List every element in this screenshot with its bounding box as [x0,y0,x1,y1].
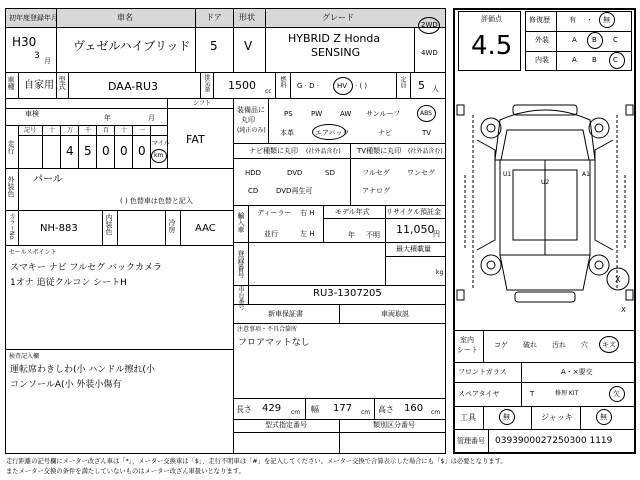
equip-label-3: (純正のみ) [237,127,266,134]
length-label: 長さ [236,405,252,414]
exterior-color-label: 外装色 [7,176,15,197]
colorno-label: カラーNo. [8,213,15,241]
spare-tire-t: T [530,390,535,398]
mileage-digit-1: 4 [66,144,74,158]
capacity-value: 5 [418,79,425,92]
navi-sd: SD [325,169,335,177]
import-dealer: ディーラー [257,209,292,217]
recycle-value: 11,050 [396,223,435,236]
equip-leather: 本革 [280,129,294,137]
footer-note-line2: またメーター交換の条件を満たしていないものはメーター改ざん車扱いとなります。 [6,468,245,475]
navi-cd: CD [248,187,259,195]
sales-points-label: セールスポイント [9,249,57,256]
height-value: 160 [404,403,424,414]
reg-year: H30 [12,35,37,49]
grade-line1: HYBRID Z Honda [288,32,381,45]
type-designation-label: 型式指定番号 [265,421,307,429]
fuel-label: 燃料 [279,76,286,88]
model-year-unit: 年 [348,231,355,239]
width-unit: cm [361,409,371,416]
interior-color-label: 内装色 [105,214,113,235]
km-unit: km [154,152,164,159]
exterior-color-value: パール [33,174,63,185]
doors-value: 5 [210,39,218,53]
footer-note-line1: 走行距離の記号欄にメーター改ざん車は「*」、メーター交換車は「$」、走行不明車は「#」を記入してください。メーター交換で合算表示した場合にも「$」は必要となります。 [6,458,507,465]
reg-date-label: 初年度登録年月 [9,14,58,22]
equip-ps: PS [284,110,293,118]
interior-grade-label: 内装 [535,56,549,64]
width-value: 177 [333,403,353,414]
digit-label-tens: 十 [49,127,56,134]
equip-navi: ナビ [378,129,392,137]
ac-label: 冷房 [168,219,176,233]
drive-4wd: 4WD [421,49,438,57]
ac-value: AAC [195,223,216,234]
management-number-value: 0393900027250300 1119 [495,436,613,446]
import-right-hand: 右 H [300,209,315,217]
seat-item-burn: コゲ [494,341,508,349]
colorno-value: NH-883 [40,223,78,234]
tv-analog: アナログ [362,187,390,195]
repair-no: 無 [603,16,610,24]
max-load-label: 最大積載量 [396,245,431,253]
jack-label: ジャッキ [541,413,573,422]
interior-grade-a: A [572,56,577,64]
exterior-grade-a: A [572,36,577,44]
spare-tire-label: スペアタイヤ [458,390,500,398]
exterior-grade-c: C [613,36,618,44]
sales-points-line1: スマキー ナビ フルセグ バックカメラ [10,263,163,273]
tv-fullseg: フルセグ [362,169,390,177]
seat-label-1: 室内 [460,336,474,344]
capacity-label: 定員 [399,76,406,88]
navi-type-label: ナビ種類に丸印 [249,147,298,155]
notes-label: 注意事項・不具合箇所 [237,326,298,333]
door-label: ドア [206,13,222,22]
model-label: 型式 [58,76,66,90]
kind-label: 車種 [7,76,15,90]
car-name-label: 車名 [117,13,133,22]
fuel-options: G · D · [297,82,319,90]
digit-label-man: 万 [67,127,74,134]
inspector-line2: コンソールA(小 外装小傷有 [10,380,122,390]
mileage-digit-5: 0 [138,144,146,158]
model-value: DAA-RU3 [108,80,159,93]
diagram-label-x: X [615,275,621,284]
exterior-grade-label: 外装 [535,36,549,44]
seat-item-tear: 破れ [523,341,537,349]
grade-label: グレード [322,13,354,22]
inspector-label: 検査記入欄 [9,353,40,360]
car-name-value: ヴェゼルハイブリッド [73,39,191,53]
model-year-unknown: 不明 [366,231,380,239]
diagram-label-a1: A1 [582,171,590,178]
mileage-digit-2: 5 [84,144,92,158]
category-number-label: 類別区分番号 [373,421,415,429]
equip-aw: AW [340,110,352,118]
displacement-value: 1500 [228,79,256,92]
drive-2wd: 2WD [421,21,438,29]
repair-yes: 有 [569,16,576,24]
interior-grade-b: B [592,56,597,64]
capacity-unit: 人 [432,85,439,93]
manual-label: 車両取説 [381,310,409,318]
diagram-label-x2: X [621,306,626,314]
seat-label-2: シート [457,346,478,354]
equip-tv: TV [422,129,432,137]
length-value: 429 [262,403,282,414]
repair-label: 修復歴 [529,16,550,24]
equip-pw: PW [311,110,323,118]
warranty-label: 新車保証書 [268,310,303,318]
seat-item-stain: 汚れ [552,341,566,349]
diagram-label-u2: U2 [541,179,550,186]
spare-tire-kit: 修理 KIT [555,390,579,397]
equip-abs: ABS [420,110,432,117]
exterior-grade-b: B [592,36,597,44]
reg-month: 3 [34,51,40,61]
cc-unit: cc [265,88,272,95]
tools-label: 工具 [460,413,476,422]
fuel-hv: HV [337,82,348,90]
tv-type-label: TV種類に丸印 [357,147,402,155]
navi-hdd: HDD [245,169,262,177]
jack-value: 無 [600,413,607,421]
import-parallel: 並行 [264,230,278,238]
tv-type-sub: (社外品含む) [408,148,443,155]
interior-grade-c: C [613,56,618,64]
regno-label: 登録番号 [237,250,245,278]
notes-value: フロアマットなし [238,338,310,348]
management-number-label: 管理番号 [457,437,485,445]
chassis-label: 車台番号 [237,286,244,310]
inspection-label: 車検 [25,110,39,118]
mileage-digit-4: 0 [120,144,128,158]
score-value: 4.5 [471,31,513,61]
digit-label-sen: 千 [85,127,92,134]
score-label: 評価点 [481,15,502,23]
digit-label-ju: 十 [121,127,128,134]
tools-value: 無 [503,413,510,421]
tv-oneseg: ワンセグ [407,169,435,177]
equip-label-2: 丸印 [241,116,255,124]
mileage-label: 走行 [7,140,15,154]
front-glass-label: フロントガラス [458,368,507,376]
max-load-unit: kg [436,269,444,276]
kind-value: 自家用 [24,80,54,91]
shift-label: シフト [193,100,212,107]
height-label: 高さ [378,405,394,414]
seat-item-scratch: キズ [602,341,616,349]
mile-unit: マイル [152,140,170,147]
shape-label: 形状 [239,13,255,22]
mileage-digit-3: 0 [102,144,110,158]
front-glass-value: A・×要交 [561,368,593,376]
reg-month-unit: 月 [44,57,51,65]
digit-label-symbol: 記号 [24,127,37,134]
spare-tire-none: 欠 [613,390,620,398]
shape-value: V [244,39,253,53]
length-unit: cm [291,409,301,416]
shift-value: FAT [186,133,205,146]
grade-line2: SENSING [311,46,361,59]
model-year-label: モデル年式 [335,208,370,216]
diagram-label-u1: U1 [503,171,512,178]
equip-sunroof: サンルーフ [366,110,401,118]
navi-type-sub: (社外品含む) [306,148,341,155]
recycle-yen: 円 [433,230,440,238]
car-damage-diagram [455,80,635,325]
seat-item-hole: 穴 [581,341,588,349]
displacement-label: 排気量 [203,74,210,92]
navi-dvd-play: DVD再生可 [276,187,313,195]
inspection-year-unit: 年 [104,114,111,122]
width-label: 幅 [311,405,319,414]
chassis-value: RU3-1307205 [313,288,382,299]
height-unit: cm [431,409,441,416]
color-change-note: ( ) 色替車は色替と記入 [120,197,193,205]
equip-label-1: 装備品に [237,106,265,114]
import-left-hand: 左 H [300,230,315,238]
sales-points-line2: 1オナ 追従クルコン シートH [10,278,127,288]
navi-dvd: DVD [287,169,303,177]
digit-label-hyaku: 百 [103,127,110,134]
digit-label-ichi: 一 [139,127,146,134]
inspector-line1: 運転席わきしわ(小 ハンドル擦れ(小 [10,365,155,375]
inspection-month-unit: 月 [148,114,155,122]
recycle-label: リサイクル預託金 [386,208,442,216]
fuel-other: · ( ) [355,82,368,90]
repair-dot: ・ [586,16,593,24]
import-label: 輸入車 [237,212,245,233]
equip-airbag: エアバック [315,129,350,137]
